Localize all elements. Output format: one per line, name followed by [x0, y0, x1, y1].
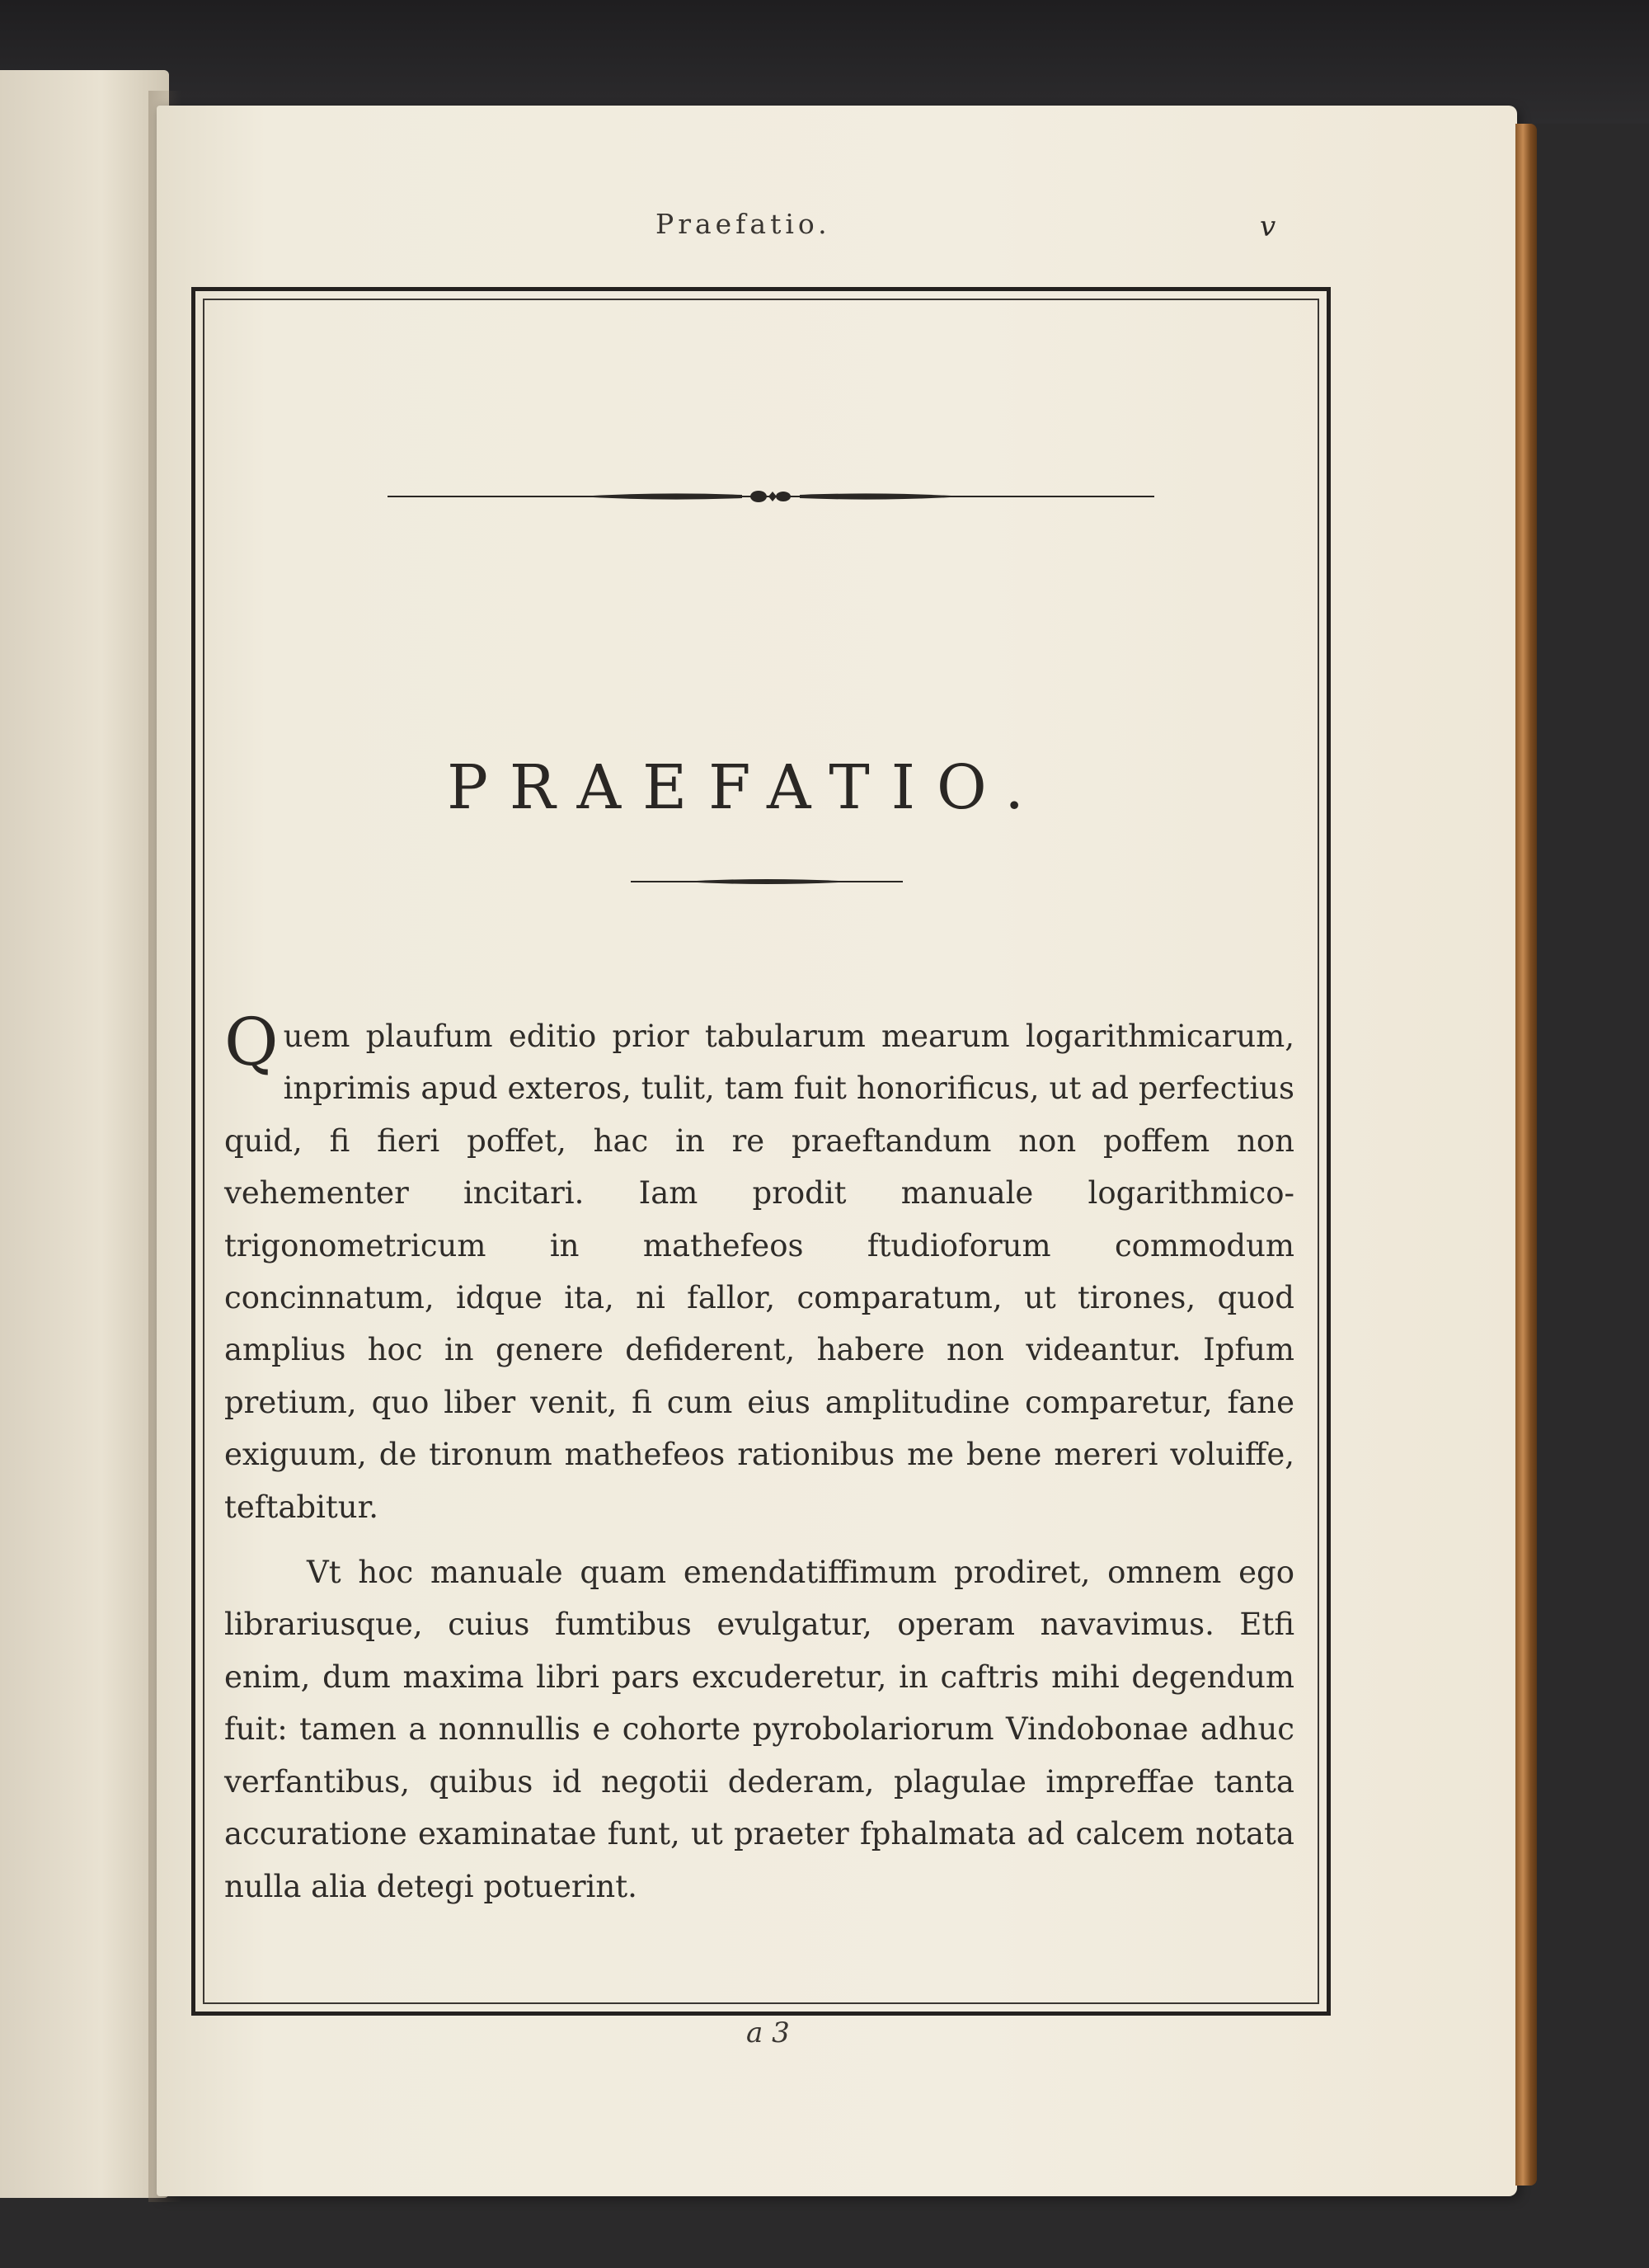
paragraph-1-text: uem plaufum editio prior tabularum mearum logarithmicarum, inprimis apud exteros, tulit, tam fuit honorificus, ut ad perfectius quid, fi fieri poffet, hac in re praeftandum non poffem non vehementer incitari. Iam prodit manuale logarithmico-trigonometricum in mathefeos ftudioforum commodum concinnatum, idque ita, ni fallor, comparatum, ut tirones, quod amplius hoc in genere defiderent, habere non videantur. Ipfum pretium, quo liber venit, fi cum eius amplitudine comparetur, fane exiguum, de tironum mathefeos rationibus me bene mereri voluiffe, teftabitur. — [224, 1019, 1294, 1525]
paragraph-1 — [224, 1004, 1294, 1533]
left-page-edge — [0, 70, 169, 2198]
paragraph-2: Vt hoc manuale quam emendatiffimum prodiret, omnem ego librariusque, cuius fumtibus evulgatur, operam navavimus. Etfi enim, dum maxima libri pars excuderetur, in caftris mihi degendum fuit: tamen a nonnullis e cohorte pyrobolariorum Vindobonae adhuc verfantibus, quibus id negotii dederam, plagulae impreffae tanta accuratione examinatae funt, ut praeter fphalmata ad calcem notata nulla alia detegi potuerint. — [224, 1555, 1294, 1904]
signature-mark: a 3 — [746, 2016, 790, 2049]
page-number: v — [1260, 210, 1276, 243]
title-underline-rule — [631, 876, 903, 887]
drop-cap: Q — [224, 1004, 279, 1080]
running-head: Praefatio. — [655, 208, 831, 240]
preface-body — [224, 1004, 1294, 1967]
page-fore-edge — [1515, 124, 1537, 2186]
page-title: PRAEFATIO. — [447, 752, 1045, 823]
ornamental-rule — [388, 488, 1154, 505]
